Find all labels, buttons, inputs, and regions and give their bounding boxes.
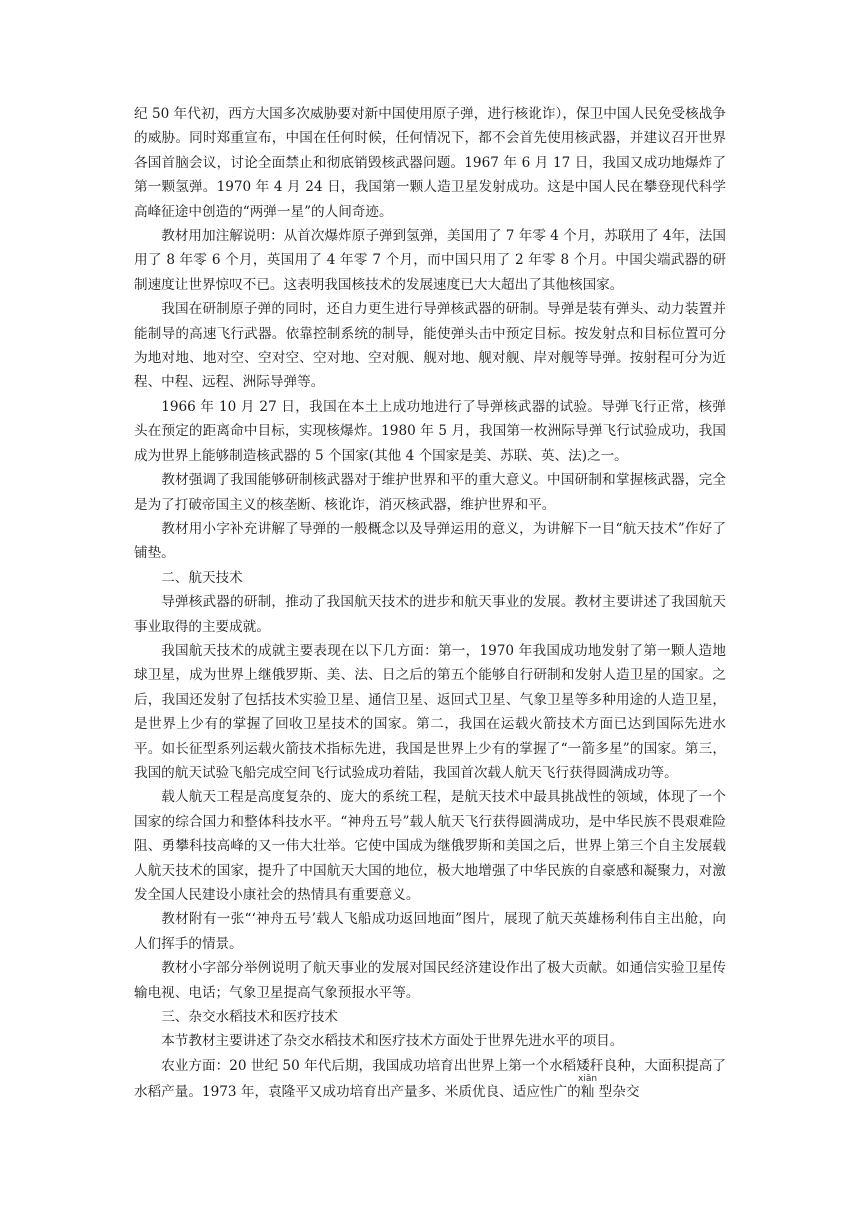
paragraph: 载人航天工程是高度复杂的、庞大的系统工程，是航天技术中最具挑战性的领域，体现了一个国家的综合国力和整体科技水平。“神舟五号”载人航天飞行获得圆满成功，是中华民族不畏艰难险阻、勇攀科技高峰的又一伟大壮举。它使中国成为继俄罗斯和美国之后，世界上第三个自主发展载人航天技术的国家，提升了中国航天大国的地位，极大地增强了中华民族的自豪感和凝聚力，对激发全国人民建设小康社会的热情具有重要意义。: [134, 789, 726, 903]
paragraph: 1966 年 10 月 27 日，我国在本土上成功地进行了导弹核武器的试验。导弹飞行正常，核弹头在预定的距离命中目标，实现核爆炸。1980 年 5 月，我国第一枚洲际导弹飞行试验成功，我国成为世界上能够制造核武器的 5 个国家(其他 4 个国家是美、苏联、英、法)之一。: [134, 398, 726, 464]
section-heading: 三、杂交水稻技术和医疗技术: [161, 1009, 338, 1026]
paragraph: 我国在研制原子弹的同时，还自力更生进行导弹核武器的研制。导弹是装有弹头、动力装置并能制导的高速飞行武器。依靠控制系统的制导，能使弹头击中预定目标。按发射点和目标位置可分为地对地、地对空、空对空、空对地、空对舰、舰对地、舰对舰、岸对舰等导弹。按射程可分为近程、中程、远程、洲际导弹等。: [134, 301, 726, 391]
paragraph: 教材小字部分举例说明了航天事业的发展对国民经济建设作出了极大贡献。如通信实验卫星传输电视、电话；气象卫星提高气象预报水平等。: [134, 960, 726, 1001]
section-heading: 二、航天技术: [161, 569, 243, 586]
document-page: [134, 102, 726, 1104]
ruby-annotation: [578, 1073, 598, 1100]
paragraph: 教材用小字补充讲解了导弹的一般概念以及导弹运用的意义，为讲解下一目“航天技术”作好了铺垫。: [134, 520, 726, 562]
paragraph-text: 农业方面：20 世纪 50 年代后期，我国成功培育出世界上第一个水稻矮秆良种，大面积提高了水稻产量。1973 年，袁隆平又成功培育出产量多、米质优良、适应性广的: [134, 1057, 726, 1100]
paragraph-with-ruby: [134, 1054, 726, 1104]
paragraph: 导弹核武器的研制，推动了我国航天技术的进步和航天事业的发展。教材主要讲述了我国航天事业取得的主要成就。: [134, 594, 726, 635]
paragraph: 我国航天技术的成就主要表现在以下几方面：第一，1970 年我国成功地发射了第一颗人造地球卫星，成为世界上继俄罗斯、美、法、日之后的第五个能够自行研制和发射人造卫星的国家。之后，我国还发射了包括技术实验卫星、通信卫星、返回式卫星、气象卫星等多种用途的人造卫星，是世界上少有的掌握了回收卫星技术的国家。第二，我国在运载火箭技术方面已达到国际先进水平。如长征型系列运载火箭技术指标先进，我国是世界上少有的掌握了“一箭多星”的国家。第三，我国的航天试验飞船完成空间飞行试验成功着陆，我国首次载人航天飞行获得圆满成功等。: [134, 642, 726, 781]
paragraph-tail: 型杂交: [594, 1083, 640, 1100]
paragraph: 教材用加注解说明：从首次爆炸原子弹到氢弹，美国用了 7 年零 4 个月，苏联用了 4年，法国用了 8 年零 6 个月，英国用了 4 年零 7 个月，而中国只用了 2 年零 8 个月。中国尖端武器的研制速度让世界惊叹不已。这表明我国核技术的发展速度已大大超出了其他核国家。: [134, 228, 726, 293]
paragraph: 教材附有一张“‘神舟五号’载人飞船成功返回地面”图片，展现了航天英雄杨利伟自主出舱，向人们挥手的情景。: [134, 911, 726, 952]
paragraph: 纪 50 年代初，西方大国多次威胁要对新中国使用原子弹，进行核讹诈），保卫中国人民免受核战争的威胁。同时郑重宣布，中国在任何时候，任何情况下，都不会首先使用核武器，并建议召开世界各国首脑会议，讨论全面禁止和彻底销毁核武器问题。1967 年 6 月 17 日，我国又成功地爆炸了第一颗氢弹。1970 年 4 月 24 日，我国第一颗人造卫星发射成功。这是中国人民在攀登现代科学高峰征途中创造的“两弹一星”的人间奇迹。: [134, 106, 726, 220]
ruby-base: 籼: [578, 1083, 598, 1100]
ruby-pinyin: xiān: [578, 1073, 598, 1084]
paragraph: 本节教材主要讲述了杂交水稻技术和医疗技术方面处于世界先进水平的项目。: [161, 1033, 624, 1050]
paragraph: 教材强调了我国能够研制核武器对于维护世界和平的重大意义。中国研制和掌握核武器，完全是为了打破帝国主义的核垄断、核讹诈，消灭核武器，维护世界和平。: [134, 472, 726, 513]
